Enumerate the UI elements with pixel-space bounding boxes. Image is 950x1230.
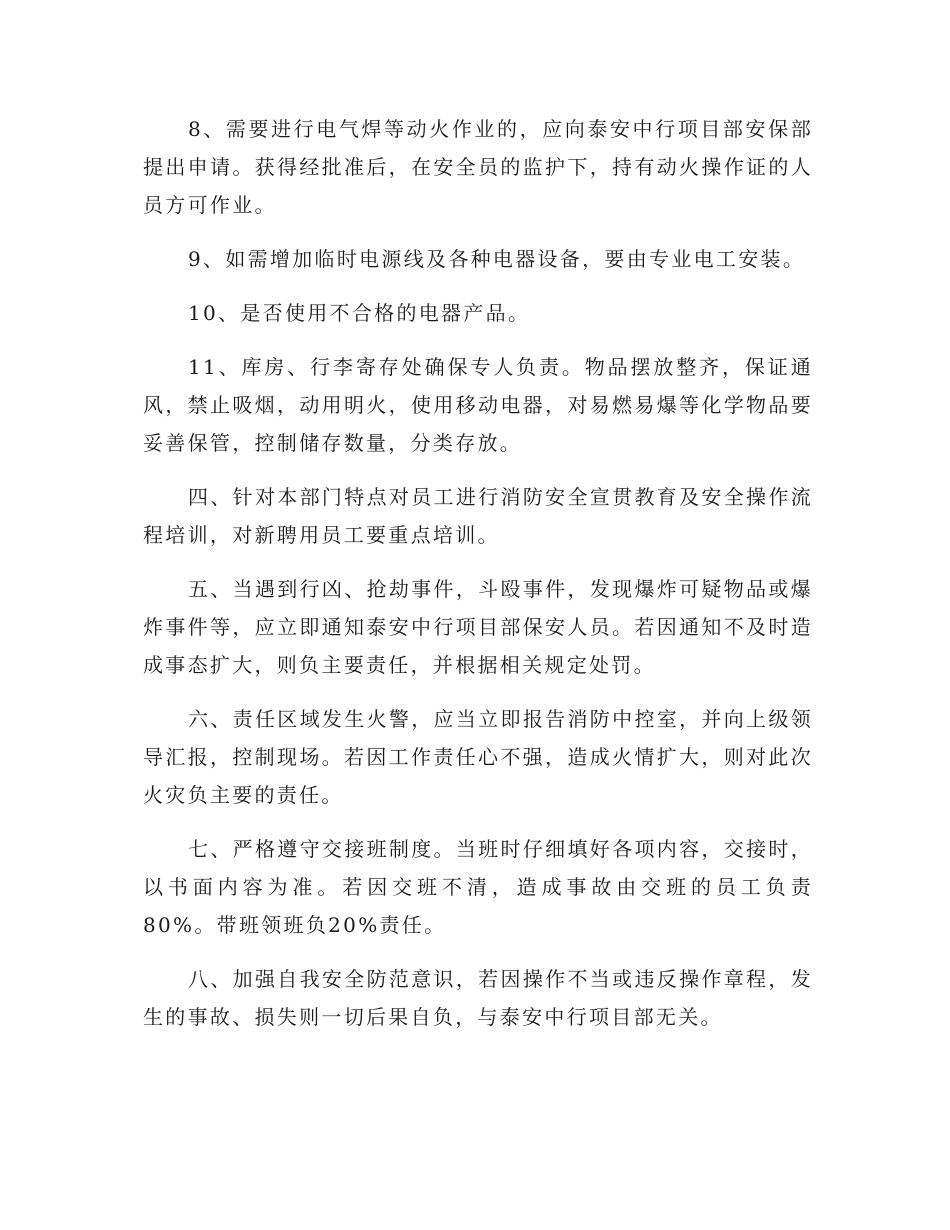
paragraph-section-7: 七、严格遵守交接班制度。当班时仔细填好各项内容，交接时，以书面内容为准。若因交班不清，造成事故由交班的员工负责80%。带班领班负20%责任。 — [143, 837, 813, 937]
paragraph-item-11: 11、库房、行李寄存处确保专人负责。物品摆放整齐，保证通风，禁止吸烟，动用明火，使用移动电器，对易燃易爆等化学物品要妥善保管，控制储存数量，分类存放。 — [143, 355, 813, 455]
paragraph-item-10: 10、是否使用不合格的电器产品。 — [188, 301, 531, 325]
paragraph-section-4: 四、针对本部门特点对员工进行消防安全宣贯教育及安全操作流程培训，对新聘用员工要重点培训。 — [143, 485, 813, 547]
paragraph-section-6: 六、责任区域发生火警，应当立即报告消防中控室，并向上级领导汇报，控制现场。若因工作责任心不强，造成火情扩大，则对此次火灾负主要的责任。 — [143, 707, 813, 807]
paragraph-item-9: 9、如需增加临时电源线及各种电器设备，要由专业电工安装。 — [188, 247, 806, 271]
paragraph-section-5: 五、当遇到行凶、抢劫事件，斗殴事件，发现爆炸可疑物品或爆炸事件等，应立即通知泰安中行项目部保安人员。若因通知不及时造成事态扩大，则负主要责任，并根据相关规定处罚。 — [143, 577, 813, 677]
paragraph-section-8: 八、加强自我安全防范意识，若因操作不当或违反操作章程，发生的事故、损失则一切后果自负，与泰安中行项目部无关。 — [143, 967, 813, 1029]
document-body — [143, 110, 813, 1052]
paragraph-item-8: 8、需要进行电气焊等动火作业的，应向泰安中行项目部安保部提出申请。获得经批准后，在安全员的监护下，持有动火操作证的人员方可作业。 — [143, 117, 813, 217]
